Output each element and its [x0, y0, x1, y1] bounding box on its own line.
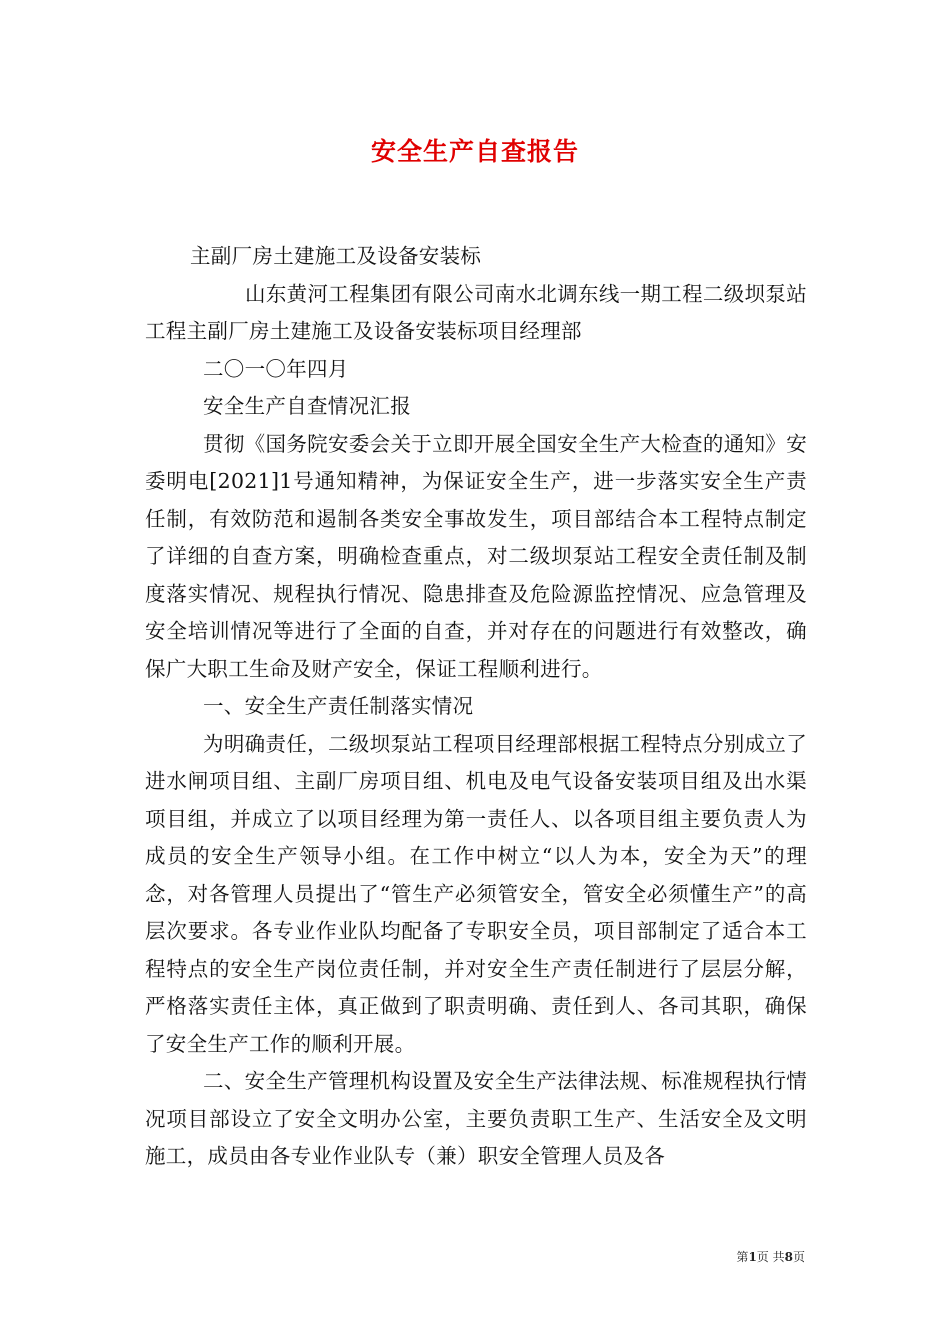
page-prefix: 第: [736, 1250, 749, 1264]
paragraph-section-1: 为明确责任，二级坝泵站工程项目经理部根据工程特点分别成立了进水闸项目组、主副厂房项目组、机电及电气设备安装项目组及出水渠项目组，并成立了以项目经理为第一责任人、以各项目组主要负责人为成员的安全生产领导小组。在工作中树立“以人为本，安全为天”的理念，对各管理人员提出了“管生产必须管安全，管安全必须懂生产”的高层次要求。各专业作业队均配备了专职安全员，项目部制定了适合本工程特点的安全生产岗位责任制，并对安全生产责任制进行了层层分解，严格落实责任主体，真正做到了职责明确、责任到人、各司其职，确保了安全生产工作的顺利开展。: [145, 731, 807, 1056]
paragraph-intro: 贯彻《国务院安委会关于立即开展全国安全生产大检查的通知》安委明电[2021]1号通知精神，为保证安全生产，进一步落实安全生产责任制，有效防范和遏制各类安全事故发生，项目部结合本工程特点制定了详细的自查方案，明确检查重点，对二级坝泵站工程安全责任制及制度落实情况、规程执行情况、隐患排查及危险源监控情况、应急管理及安全培训情况等进行了全面的自查，并对存在的问题进行有效整改，确保广大职工生命及财产安全，保证工程顺利进行。: [145, 431, 807, 681]
paragraph-section-2: 二、安全生产管理机构设置及安全生产法律法规、标准规程执行情况项目部设立了安全文明办公室，主要负责职工生产、生活安全及文明施工，成员由各专业作业队专（兼）职安全管理人员及各: [145, 1069, 807, 1168]
page-number: [736, 1248, 805, 1265]
report-subtitle: 安全生产自查情况汇报: [203, 394, 411, 418]
document-body: [145, 238, 807, 1176]
total-pages: 8: [784, 1250, 793, 1264]
date-line: 二〇一〇年四月: [203, 356, 349, 381]
document-title: 安全生产自查报告: [370, 137, 579, 166]
page-middle: 页 共: [756, 1250, 785, 1264]
current-page: 1: [748, 1250, 757, 1264]
section-label: 主副厂房土建施工及设备安装标: [190, 244, 482, 268]
organization-line: 山东黄河工程集团有限公司南水北调东线一期工程二级坝泵站工程主副厂房土建施工及设备安装标项目经理部: [145, 281, 807, 343]
heading-section-1: 一、安全生产责任制落实情况: [203, 694, 474, 718]
page-suffix: 页: [792, 1250, 805, 1264]
